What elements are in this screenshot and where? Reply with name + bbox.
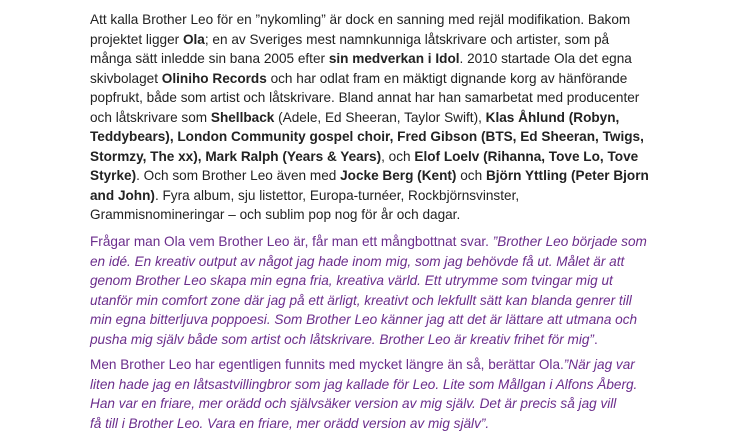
paragraph-childhood: [90, 355, 680, 433]
text-line: skivbolaget Oliniho Records och har odlat fram en mäktigt dignande korg av hänförande: [90, 69, 680, 89]
text-line: och låtskrivare som Shellback (Adele, Ed Sheeran, Taylor Swift), Klas Åhlund (Robyn,: [90, 108, 680, 128]
quote-text: ”Brother Leo började som: [493, 234, 647, 249]
bold-name: Björn Yttling (Peter Bjorn: [486, 168, 649, 183]
bold-name: Jocke Berg (Kent): [340, 168, 456, 183]
text-line: Frågar man Ola vem Brother Leo är, får man ett mångbottnat svar. ”Brother Leo började som: [90, 232, 680, 252]
text-line: and John). Fyra album, sju listettor, Europa-turnéer, Rockbjörnsvinster,: [90, 186, 680, 206]
bold-phrase: sin medverkan i Idol: [329, 51, 460, 66]
bold-name: Ola: [183, 32, 205, 47]
text-line: Han var en friare, mer orädd och självsäker version av mig själv. Det är precis så jag vill: [90, 394, 680, 414]
text-line: Grammisnomineringar – och sublim pop nog för år och dagar.: [90, 205, 680, 225]
bold-name: and John): [90, 188, 155, 203]
paragraph-background: [90, 10, 680, 225]
text-line: Stormzy, The xx), Mark Ralph (Years & Years), och Elof Loelv (Rihanna, Tove Lo, Tove: [90, 147, 680, 167]
text-line: Men Brother Leo har egentligen funnits med mycket längre än så, berättar Ola.”När jag var: [90, 355, 680, 375]
text-line: Styrke). Och som Brother Leo även med Jocke Berg (Kent) och Björn Yttling (Peter Bjorn: [90, 166, 680, 186]
text-line: få till i Brother Leo. Vara en friare, mer orädd version av mig själv”.: [90, 414, 680, 433]
text-line: utanför min comfort zone där jag på ett ärligt, kreativt och lekfullt sätt kan blanda genrer till: [90, 291, 680, 311]
text-line: pusha mig själv både som artist och låtskrivare. Brother Leo är kreativ frihet för mig”.: [90, 330, 680, 350]
text-line: genom Brother Leo skapa min egna fria, kreativa värld. Ett utrymme som tvingar mig ut: [90, 271, 680, 291]
paragraph-quote: [90, 232, 680, 349]
bold-name: Stormzy, The xx), Mark Ralph (Years & Years): [90, 149, 381, 164]
bold-name: Shellback: [211, 110, 274, 125]
text-line: min egna bitterljuva poppoesi. Som Brother Leo känner jag att det är lättare att utmana och: [90, 310, 680, 330]
text-line: Teddybears), London Community gospel choir, Fred Gibson (BTS, Ed Sheeran, Twigs,: [90, 127, 680, 147]
text-line: popfrukt, både som artist och låtskrivare. Bland annat har han samarbetat med producenter: [90, 88, 680, 108]
quote-text: ”När jag var: [564, 357, 635, 372]
bold-label: Oliniho Records: [162, 71, 267, 86]
bold-name: Elof Loelv (Rihanna, Tove Lo, Tove: [414, 149, 638, 164]
text-line: många sätt inledde sin bana 2005 efter sin medverkan i Idol. 2010 startade Ola det egna: [90, 49, 680, 69]
text-line: liten hade jag en låtsastvillingbror som jag kallade för Leo. Lite som Mållgan i Alfons Åberg.: [90, 375, 680, 395]
bold-name: Klas Åhlund (Robyn,: [486, 110, 620, 125]
text-line: en idé. En kreativ output av något jag hade inom mig, som jag behövde få ut. Målet är att: [90, 252, 680, 272]
bold-name: Styrke): [90, 168, 136, 183]
text-line: projektet ligger Ola; en av Sveriges mest namnkunniga låtskrivare och artister, som på: [90, 30, 680, 50]
text-line: Att kalla Brother Leo för en ”nykomling” är dock en sanning med rejäl modifikation. Bakom: [90, 10, 680, 30]
